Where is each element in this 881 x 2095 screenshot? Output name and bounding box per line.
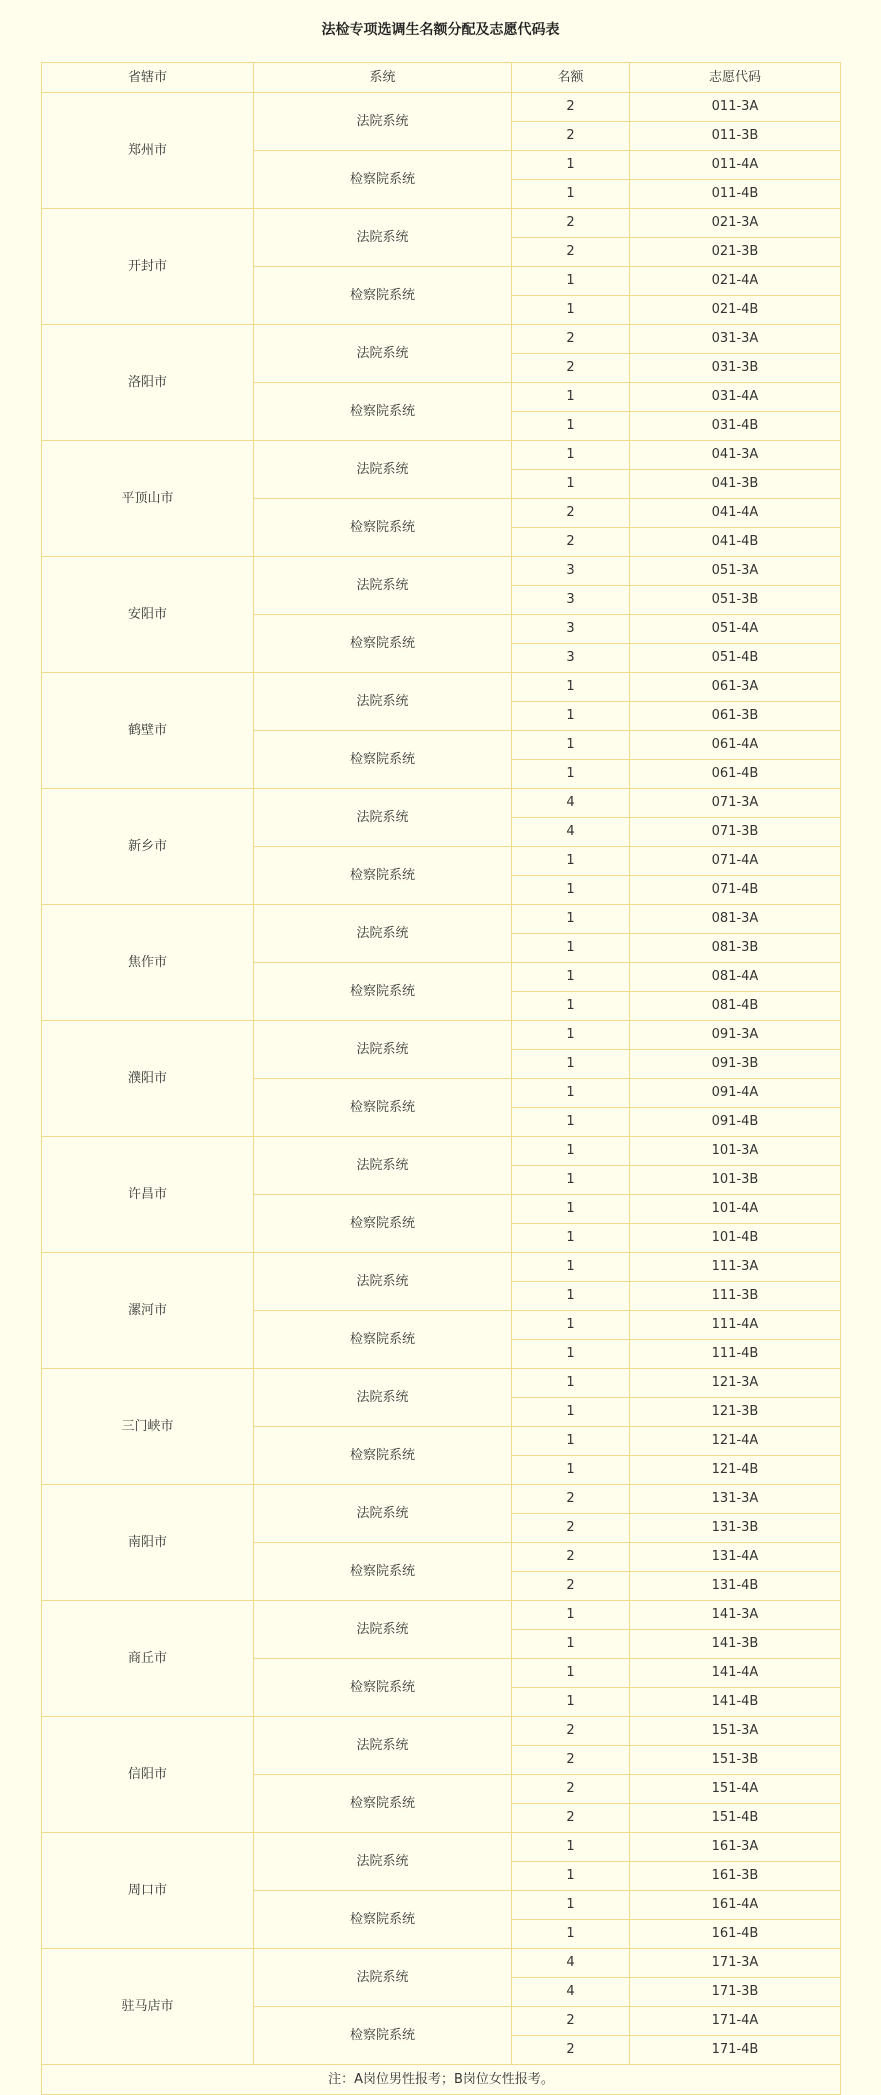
header-system: 系统 xyxy=(254,63,512,93)
code-cell: 041-4A xyxy=(630,499,841,528)
table-body xyxy=(42,93,841,2065)
header-code: 志愿代码 xyxy=(630,63,841,93)
quota-cell: 1 xyxy=(512,1659,630,1688)
system-cell: 法院系统 xyxy=(254,93,512,151)
system-cell: 法院系统 xyxy=(254,557,512,615)
code-cell: 031-4A xyxy=(630,383,841,412)
quota-table xyxy=(41,62,841,2095)
city-name-cell: 南阳市 xyxy=(42,1485,254,1601)
system-cell: 法院系统 xyxy=(254,1369,512,1427)
code-cell: 091-4B xyxy=(630,1108,841,1137)
code-cell: 071-4A xyxy=(630,847,841,876)
quota-cell: 1 xyxy=(512,1108,630,1137)
system-cell: 检察院系统 xyxy=(254,1311,512,1369)
code-cell: 141-4A xyxy=(630,1659,841,1688)
code-cell: 161-4B xyxy=(630,1920,841,1949)
system-cell: 检察院系统 xyxy=(254,615,512,673)
system-cell: 检察院系统 xyxy=(254,267,512,325)
code-cell: 041-4B xyxy=(630,528,841,557)
table-row xyxy=(42,1717,841,1746)
code-cell: 091-4A xyxy=(630,1079,841,1108)
quota-cell: 4 xyxy=(512,1978,630,2007)
city-name-cell: 新乡市 xyxy=(42,789,254,905)
quota-cell: 1 xyxy=(512,1340,630,1369)
table-row xyxy=(42,93,841,122)
table-row xyxy=(42,673,841,702)
quota-cell: 1 xyxy=(512,1920,630,1949)
table-row xyxy=(42,1021,841,1050)
code-cell: 081-4A xyxy=(630,963,841,992)
code-cell: 151-4B xyxy=(630,1804,841,1833)
quota-cell: 2 xyxy=(512,1717,630,1746)
quota-cell: 1 xyxy=(512,905,630,934)
code-cell: 151-3A xyxy=(630,1717,841,1746)
quota-cell: 4 xyxy=(512,789,630,818)
code-cell: 131-4B xyxy=(630,1572,841,1601)
table-row xyxy=(42,1485,841,1514)
quota-cell: 4 xyxy=(512,1949,630,1978)
code-cell: 121-4A xyxy=(630,1427,841,1456)
code-cell: 111-4B xyxy=(630,1340,841,1369)
code-cell: 131-4A xyxy=(630,1543,841,1572)
quota-cell: 2 xyxy=(512,1543,630,1572)
table-row xyxy=(42,1833,841,1862)
system-cell: 法院系统 xyxy=(254,441,512,499)
quota-cell: 3 xyxy=(512,557,630,586)
quota-cell: 1 xyxy=(512,1282,630,1311)
table-row xyxy=(42,209,841,238)
city-name-cell: 平顶山市 xyxy=(42,441,254,557)
quota-cell: 2 xyxy=(512,1804,630,1833)
code-cell: 121-3A xyxy=(630,1369,841,1398)
code-cell: 131-3B xyxy=(630,1514,841,1543)
system-cell: 检察院系统 xyxy=(254,963,512,1021)
code-cell: 111-3A xyxy=(630,1253,841,1282)
quota-cell: 2 xyxy=(512,2007,630,2036)
quota-cell: 1 xyxy=(512,1137,630,1166)
system-cell: 检察院系统 xyxy=(254,1659,512,1717)
code-cell: 061-3B xyxy=(630,702,841,731)
city-name-cell: 开封市 xyxy=(42,209,254,325)
code-cell: 171-4B xyxy=(630,2036,841,2065)
quota-cell: 1 xyxy=(512,1601,630,1630)
system-cell: 法院系统 xyxy=(254,789,512,847)
table-row xyxy=(42,1137,841,1166)
quota-cell: 1 xyxy=(512,934,630,963)
code-cell: 161-4A xyxy=(630,1891,841,1920)
system-cell: 检察院系统 xyxy=(254,499,512,557)
quota-cell: 1 xyxy=(512,412,630,441)
table-row xyxy=(42,1369,841,1398)
quota-cell: 1 xyxy=(512,1427,630,1456)
system-cell: 检察院系统 xyxy=(254,731,512,789)
city-name-cell: 洛阳市 xyxy=(42,325,254,441)
quota-cell: 1 xyxy=(512,267,630,296)
code-cell: 091-3B xyxy=(630,1050,841,1079)
code-cell: 141-3B xyxy=(630,1630,841,1659)
table-row xyxy=(42,1949,841,1978)
city-name-cell: 鹤壁市 xyxy=(42,673,254,789)
system-cell: 检察院系统 xyxy=(254,151,512,209)
city-name-cell: 许昌市 xyxy=(42,1137,254,1253)
city-name-cell: 漯河市 xyxy=(42,1253,254,1369)
quota-cell: 2 xyxy=(512,1775,630,1804)
table-row xyxy=(42,1253,841,1282)
table-note: 注：A岗位男性报考；B岗位女性报考。 xyxy=(42,2065,841,2095)
city-name-cell: 信阳市 xyxy=(42,1717,254,1833)
city-name-cell: 商丘市 xyxy=(42,1601,254,1717)
code-cell: 081-4B xyxy=(630,992,841,1021)
system-cell: 法院系统 xyxy=(254,1949,512,2007)
quota-cell: 2 xyxy=(512,1514,630,1543)
quota-cell: 1 xyxy=(512,1862,630,1891)
quota-cell: 1 xyxy=(512,1688,630,1717)
quota-cell: 2 xyxy=(512,354,630,383)
system-cell: 检察院系统 xyxy=(254,2007,512,2065)
system-cell: 检察院系统 xyxy=(254,1427,512,1485)
city-name-cell: 三门峡市 xyxy=(42,1369,254,1485)
table-row xyxy=(42,1601,841,1630)
system-cell: 检察院系统 xyxy=(254,1195,512,1253)
code-cell: 021-3B xyxy=(630,238,841,267)
system-cell: 检察院系统 xyxy=(254,847,512,905)
quota-cell: 2 xyxy=(512,93,630,122)
code-cell: 081-3A xyxy=(630,905,841,934)
quota-cell: 1 xyxy=(512,1833,630,1862)
code-cell: 031-3B xyxy=(630,354,841,383)
quota-cell: 1 xyxy=(512,441,630,470)
quota-cell: 2 xyxy=(512,528,630,557)
code-cell: 011-4B xyxy=(630,180,841,209)
code-cell: 051-3B xyxy=(630,586,841,615)
table-row xyxy=(42,441,841,470)
quota-cell: 1 xyxy=(512,1166,630,1195)
code-cell: 121-4B xyxy=(630,1456,841,1485)
system-cell: 检察院系统 xyxy=(254,1891,512,1949)
city-name-cell: 濮阳市 xyxy=(42,1021,254,1137)
quota-cell: 1 xyxy=(512,383,630,412)
code-cell: 101-4A xyxy=(630,1195,841,1224)
quota-cell: 2 xyxy=(512,2036,630,2065)
system-cell: 法院系统 xyxy=(254,673,512,731)
city-name-cell: 周口市 xyxy=(42,1833,254,1949)
system-cell: 法院系统 xyxy=(254,1253,512,1311)
system-cell: 检察院系统 xyxy=(254,1079,512,1137)
system-cell: 检察院系统 xyxy=(254,383,512,441)
code-cell: 171-3B xyxy=(630,1978,841,2007)
table-header-row xyxy=(42,63,841,93)
code-cell: 021-4A xyxy=(630,267,841,296)
code-cell: 131-3A xyxy=(630,1485,841,1514)
system-cell: 法院系统 xyxy=(254,1485,512,1543)
code-cell: 061-4B xyxy=(630,760,841,789)
quota-cell: 1 xyxy=(512,1253,630,1282)
note-row xyxy=(42,2065,841,2095)
table-row xyxy=(42,557,841,586)
quota-cell: 1 xyxy=(512,1195,630,1224)
quota-cell: 3 xyxy=(512,615,630,644)
code-cell: 091-3A xyxy=(630,1021,841,1050)
quota-cell: 1 xyxy=(512,1398,630,1427)
system-cell: 检察院系统 xyxy=(254,1543,512,1601)
code-cell: 141-3A xyxy=(630,1601,841,1630)
code-cell: 081-3B xyxy=(630,934,841,963)
code-cell: 171-4A xyxy=(630,2007,841,2036)
code-cell: 011-3B xyxy=(630,122,841,151)
code-cell: 071-3B xyxy=(630,818,841,847)
quota-cell: 1 xyxy=(512,180,630,209)
city-name-cell: 驻马店市 xyxy=(42,1949,254,2065)
quota-cell: 1 xyxy=(512,1050,630,1079)
quota-cell: 1 xyxy=(512,847,630,876)
quota-cell: 2 xyxy=(512,325,630,354)
code-cell: 041-3A xyxy=(630,441,841,470)
code-cell: 071-4B xyxy=(630,876,841,905)
quota-cell: 2 xyxy=(512,499,630,528)
quota-cell: 1 xyxy=(512,1224,630,1253)
quota-cell: 3 xyxy=(512,586,630,615)
code-cell: 141-4B xyxy=(630,1688,841,1717)
quota-cell: 2 xyxy=(512,1485,630,1514)
quota-cell: 1 xyxy=(512,876,630,905)
quota-cell: 1 xyxy=(512,992,630,1021)
city-name-cell: 安阳市 xyxy=(42,557,254,673)
page-title: 法检专项选调生名额分配及志愿代码表 xyxy=(321,22,560,38)
quota-cell: 1 xyxy=(512,1021,630,1050)
code-cell: 041-3B xyxy=(630,470,841,499)
quota-cell: 1 xyxy=(512,731,630,760)
quota-cell: 1 xyxy=(512,673,630,702)
system-cell: 法院系统 xyxy=(254,1601,512,1659)
quota-cell: 2 xyxy=(512,238,630,267)
code-cell: 151-3B xyxy=(630,1746,841,1775)
quota-cell: 1 xyxy=(512,1079,630,1108)
quota-cell: 1 xyxy=(512,1456,630,1485)
code-cell: 071-3A xyxy=(630,789,841,818)
system-cell: 法院系统 xyxy=(254,1137,512,1195)
code-cell: 061-4A xyxy=(630,731,841,760)
quota-cell: 1 xyxy=(512,760,630,789)
code-cell: 121-3B xyxy=(630,1398,841,1427)
system-cell: 法院系统 xyxy=(254,1717,512,1775)
code-cell: 011-4A xyxy=(630,151,841,180)
quota-cell: 2 xyxy=(512,1572,630,1601)
code-cell: 161-3A xyxy=(630,1833,841,1862)
code-cell: 111-3B xyxy=(630,1282,841,1311)
quota-cell: 1 xyxy=(512,1630,630,1659)
quota-cell: 1 xyxy=(512,1311,630,1340)
code-cell: 021-3A xyxy=(630,209,841,238)
code-cell: 011-3A xyxy=(630,93,841,122)
quota-cell: 1 xyxy=(512,702,630,731)
code-cell: 051-4A xyxy=(630,615,841,644)
system-cell: 法院系统 xyxy=(254,905,512,963)
code-cell: 151-4A xyxy=(630,1775,841,1804)
code-cell: 171-3A xyxy=(630,1949,841,1978)
system-cell: 法院系统 xyxy=(254,1021,512,1079)
system-cell: 法院系统 xyxy=(254,209,512,267)
code-cell: 101-3A xyxy=(630,1137,841,1166)
quota-cell: 1 xyxy=(512,296,630,325)
city-name-cell: 焦作市 xyxy=(42,905,254,1021)
code-cell: 161-3B xyxy=(630,1862,841,1891)
table-row xyxy=(42,789,841,818)
code-cell: 101-4B xyxy=(630,1224,841,1253)
code-cell: 061-3A xyxy=(630,673,841,702)
quota-cell: 3 xyxy=(512,644,630,673)
table-row xyxy=(42,325,841,354)
quota-cell: 1 xyxy=(512,963,630,992)
quota-cell: 2 xyxy=(512,122,630,151)
header-city: 省辖市 xyxy=(42,63,254,93)
quota-cell: 4 xyxy=(512,818,630,847)
city-name-cell: 郑州市 xyxy=(42,93,254,209)
quota-cell: 2 xyxy=(512,209,630,238)
system-cell: 检察院系统 xyxy=(254,1775,512,1833)
system-cell: 法院系统 xyxy=(254,1833,512,1891)
system-cell: 法院系统 xyxy=(254,325,512,383)
code-cell: 051-4B xyxy=(630,644,841,673)
quota-cell: 2 xyxy=(512,1746,630,1775)
code-cell: 051-3A xyxy=(630,557,841,586)
code-cell: 021-4B xyxy=(630,296,841,325)
header-quota: 名额 xyxy=(512,63,630,93)
code-cell: 101-3B xyxy=(630,1166,841,1195)
quota-cell: 1 xyxy=(512,1891,630,1920)
table-row xyxy=(42,905,841,934)
quota-cell: 1 xyxy=(512,1369,630,1398)
code-cell: 031-4B xyxy=(630,412,841,441)
code-cell: 031-3A xyxy=(630,325,841,354)
quota-cell: 1 xyxy=(512,470,630,499)
quota-cell: 1 xyxy=(512,151,630,180)
code-cell: 111-4A xyxy=(630,1311,841,1340)
